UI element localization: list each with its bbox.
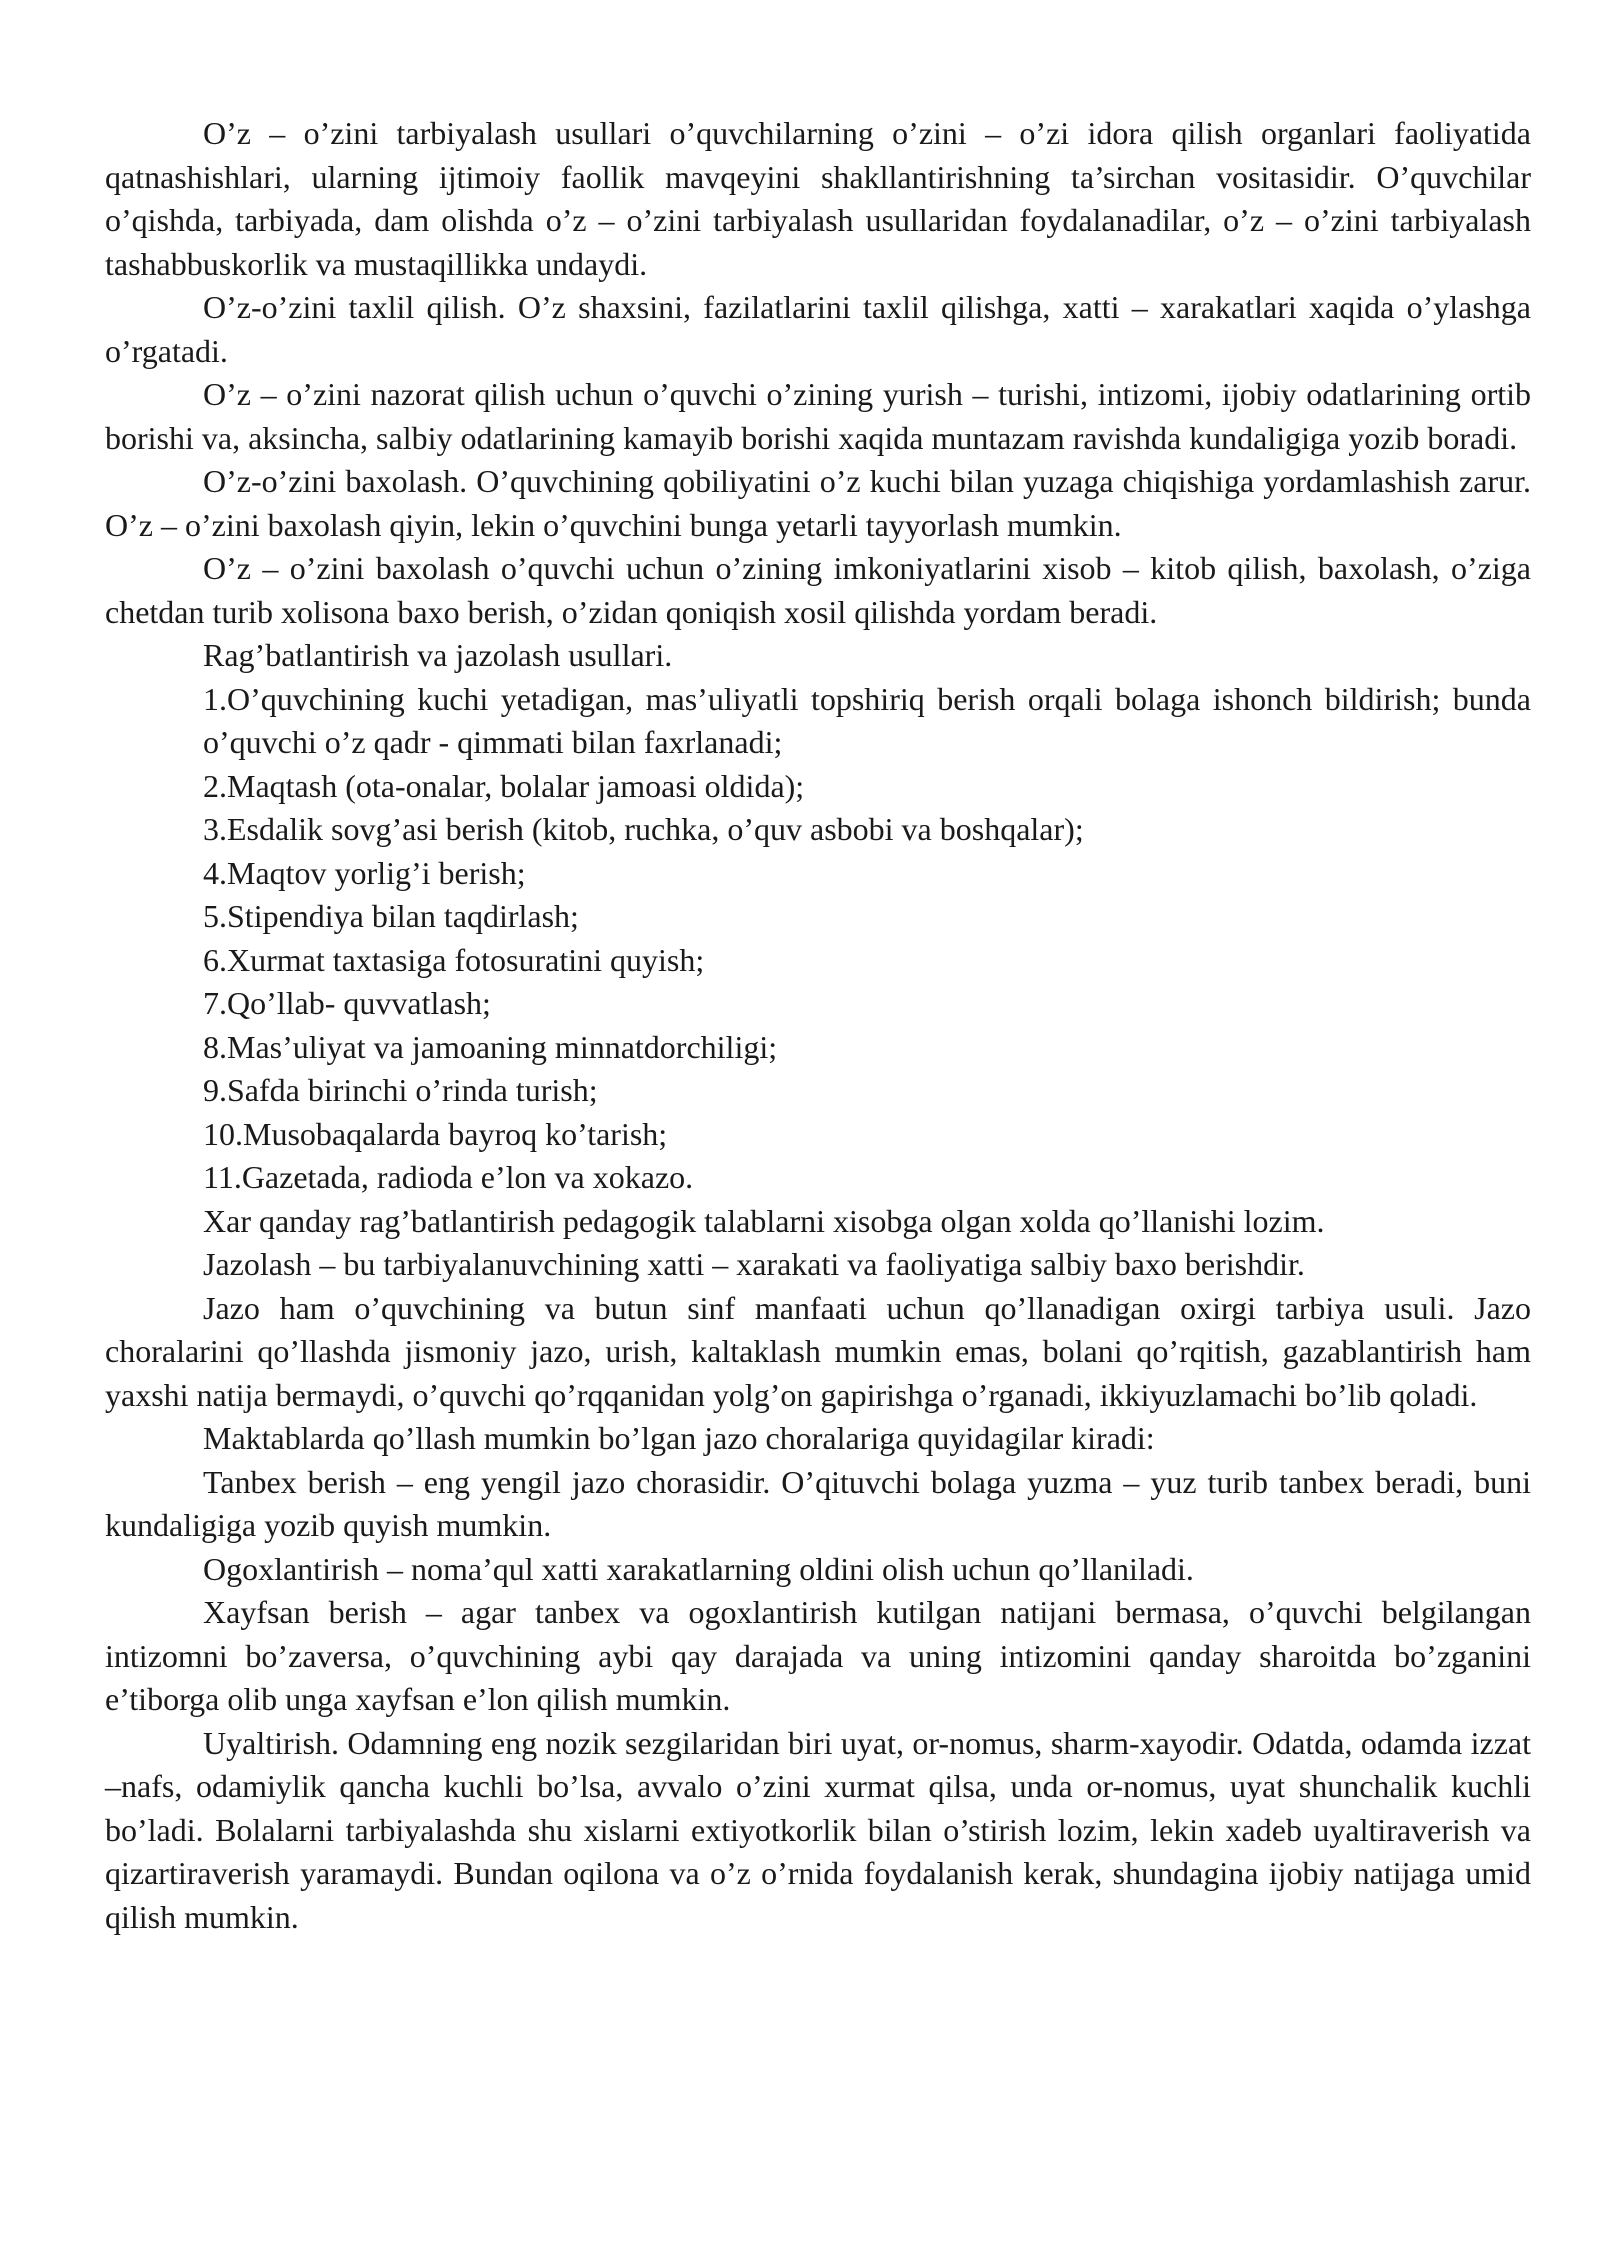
list-item: 8.Mas’uliyat va jamoaning minnatdorchiligi; bbox=[203, 1028, 778, 1065]
paragraph: O’z – o’zini baxolash o’quvchi uchun o’zining imkoniyatlarini xisob – kitob qilish, baxolash, o’ziga chetdan turib xolisona baxo berish, o’zidan qoniqish xosil qilishda yordam beradi. bbox=[105, 550, 1531, 630]
list-item: 3.Esdalik sovg’asi berish (kitob, ruchka, o’quv asbobi va boshqalar); bbox=[203, 811, 1084, 847]
paragraph: O’z-o’zini taxlil qilish. O’z shaxsini, fazilatlarini taxlil qilishga, xatti – xarakatlari xaqida o’ylashga o’rgatadi. bbox=[105, 289, 1531, 369]
list-item: 6.Xurmat taxtasiga fotosuratini quyish; bbox=[203, 941, 705, 978]
paragraph: Xar qanday rag’batlantirish pedagogik talablarni xisobga olgan xolda qo’llanishi lozim. bbox=[203, 1202, 1325, 1239]
paragraph: Jazolash – bu tarbiyalanuvchining xatti – xarakati va faoliyatiga salbiy baxo berishdir. bbox=[203, 1246, 1305, 1282]
paragraph: O’z – o’zini nazorat qilish uchun o’quvchi o’zining yurish – turishi, intizomi, ijobiy odatlarining ortib borishi va, aksincha, salbiy odatlarining kamayib borishi xaqida muntazam ravishda kundaligiga yozib boradi. bbox=[105, 376, 1531, 456]
document-page bbox=[105, 112, 1531, 1939]
paragraph: Tanbex berish – eng yengil jazo chorasidir. O’qituvchi bolaga yuzma – yuz turib tanbex beradi, buni kundaligiga yozib quyish mumkin. bbox=[105, 1463, 1531, 1543]
list-item: 10.Musobaqalarda bayroq ko’tarish; bbox=[203, 1115, 668, 1152]
list-item: 2.Maqtash (ota-onalar, bolalar jamoasi oldida); bbox=[203, 767, 805, 804]
paragraph: O’z-o’zini baxolash. O’quvchining qobiliyatini o’z kuchi bilan yuzaga chiqishiga yordamlashish zarur. O’z – o’zini baxolash qiyin, lekin o’quvchini bunga yetarli tayyorlash mumkin. bbox=[105, 463, 1531, 543]
list-item: 5.Stipendiya bilan taqdirlash; bbox=[203, 898, 579, 934]
list-item: 4.Maqtov yorlig’i berish; bbox=[203, 854, 526, 891]
paragraph: Ogoxlantirish – noma’qul xatti xarakatlarning oldini olish uchun qo’llaniladi. bbox=[203, 1550, 1194, 1587]
paragraph: Uyaltirish. Odamning eng nozik sezgilaridan biri uyat, or-nomus, sharm-xayodir. Odatda, odamda izzat –nafs, odamiylik qancha kuchli bo’lsa, avvalo o’zini xurmat qilsa, unda or-nomus, uyat shunchalik kuchli bo’ladi. Bolalarni tarbiyalashda shu xislarni extiyotkorlik bilan o’stirish lozim, lekin xadeb uyaltiraverish va qizartiraverish yaramaydi. Bundan oqilona va o’z o’rnida foydalanish kerak, shundagina ijobiy natijaga umid qilish mumkin. bbox=[105, 1724, 1531, 1935]
paragraph: Jazo ham o’quvchining va butun sinf manfaati uchun qo’llanadigan oxirgi tarbiya usuli. Jazo choralarini qo’llashda jismoniy jazo, urish, kaltaklash mumkin emas, bolani qo’rqitish, gazablantirish ham yaxshi natija bermaydi, o’quvchi qo’rqqanidan yolg’on gapirishga o’rganadi, ikkiyuzlamachi bo’lib qoladi. bbox=[105, 1289, 1531, 1413]
paragraph: Maktablarda qo’llash mumkin bo’lgan jazo choralariga quyidagilar kiradi: bbox=[203, 1420, 1155, 1456]
list-item: 11.Gazetada, radioda e’lon va xokazo. bbox=[203, 1159, 694, 1195]
paragraph: Xayfsan berish – agar tanbex va ogoxlantirish kutilgan natijani bermasa, o’quvchi belgilangan intizomni bo’zaversa, o’quvchining aybi qay darajada va uning intizomini qanday sharoitda bo’zganini e’tiborga olib unga xayfsan e’lon qilish mumkin. bbox=[105, 1594, 1531, 1717]
list-item: 9.Safda birinchi o’rinda turish; bbox=[203, 1072, 598, 1108]
list-item: 7.Qo’llab- quvvatlash; bbox=[203, 985, 491, 1021]
list-item: 1.O’quvchining kuchi yetadigan, mas’uliyatli topshiriq berish orqali bolaga ishonch bildirish; bunda o’quvchi o’z qadr - qimmati bilan faxrlanadi; bbox=[203, 680, 1531, 760]
section-heading: Rag’batlantirish va jazolash usullari. bbox=[203, 637, 673, 673]
paragraph: O’z – o’zini tarbiyalash usullari o’quvchilarning o’zini – o’zi idora qilish organlari faoliyatida qatnashishlari, ularning ijtimoiy faollik mavqeyini shakllantirishning ta’sirchan vositasidir. O’quvchilar o’qishda, tarbiyada, dam olishda o’z – o’zini tarbiyalash usullaridan foydalanadilar, o’z – o’zini tarbiyalash tashabbuskorlik va mustaqillikka undaydi. bbox=[105, 115, 1531, 282]
